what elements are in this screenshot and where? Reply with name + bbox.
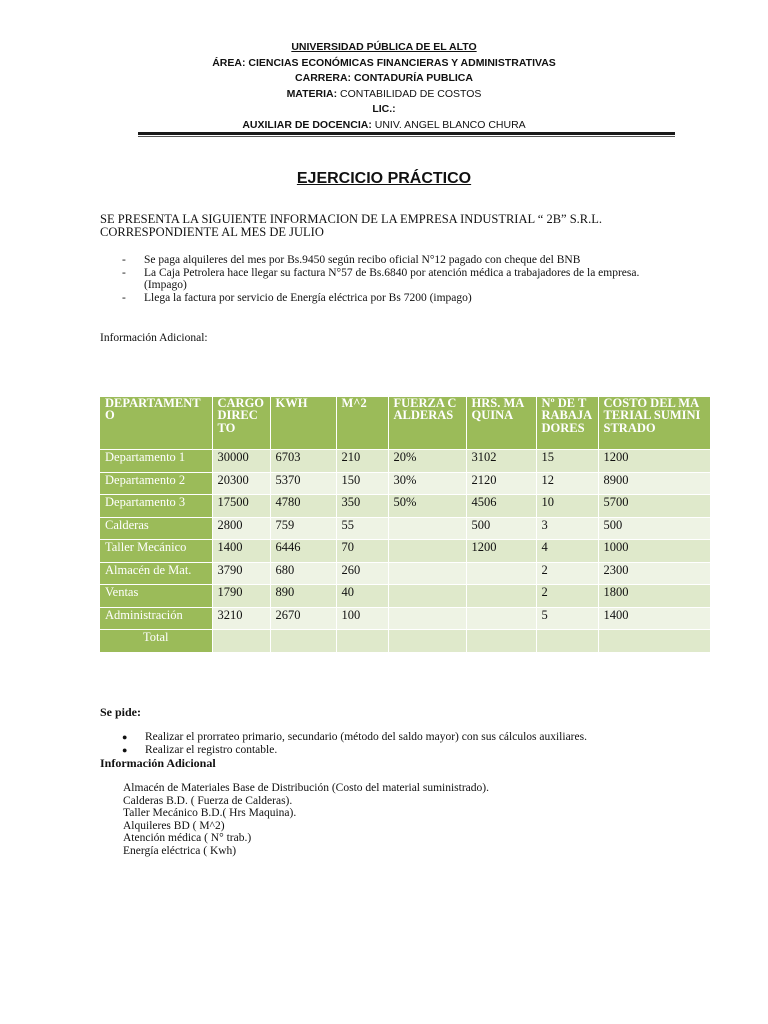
table-cell: 2300 (598, 562, 710, 585)
table-cell: 30000 (212, 450, 270, 473)
table-cell: 17500 (212, 495, 270, 518)
table-cell: 70 (336, 540, 388, 563)
table-cell: 260 (336, 562, 388, 585)
table-cell (466, 562, 536, 585)
table-cell (598, 630, 710, 652)
list-item (100, 731, 587, 744)
table-cell: 4506 (466, 495, 536, 518)
distribution-bases (123, 782, 489, 858)
document-header (0, 40, 768, 134)
list-item (100, 254, 660, 267)
table-cell (388, 562, 466, 585)
table-cell: 350 (336, 495, 388, 518)
list-item (100, 744, 587, 757)
info-label: Información Adicional: (100, 332, 208, 344)
column-header: COSTO DEL MATERIAL SUMINISTRADO (598, 397, 710, 450)
table-row (100, 495, 710, 518)
table-cell: 40 (336, 585, 388, 608)
table-cell (388, 517, 466, 540)
table-cell: 8900 (598, 472, 710, 495)
table-cell (466, 607, 536, 630)
exercise-title-text: EJERCICIO PRÁCTICO (296, 170, 472, 187)
table-cell: 210 (336, 450, 388, 473)
area-label: ÁREA: (212, 56, 246, 69)
base-item: Atención médica ( N° trab.) (123, 832, 252, 845)
column-header: M^2 (336, 397, 388, 450)
carrera-value: CONTADURÍA PUBLICA (353, 72, 473, 85)
table-cell (212, 630, 270, 652)
table-cell: 1400 (212, 540, 270, 563)
row-label: Departamento 3 (100, 495, 212, 518)
table-cell: 5 (536, 607, 598, 630)
table-cell: 500 (598, 517, 710, 540)
materia-value: CONTABILIDAD DE COSTOS (340, 87, 482, 100)
materia-line (0, 87, 768, 103)
table-cell: 2 (536, 585, 598, 608)
table-cell: 5370 (270, 472, 336, 495)
header-divider-thin (138, 136, 675, 137)
table-cell: 890 (270, 585, 336, 608)
table-cell (388, 607, 466, 630)
table-cell: 1200 (598, 450, 710, 473)
list-item-text: Llega la factura por servicio de Energía eléctrica por Bs 7200 (impago) (144, 291, 472, 304)
se-pide-label: Se pide: (100, 705, 142, 719)
lic-label: LIC.: (372, 103, 396, 116)
table-row (100, 607, 710, 630)
intro-text: SE PRESENTA LA SIGUIENTE INFORMACION DE LA EMPRESA INDUSTRIAL “ 2B” S.R.L. CORRESPONDIENTE AL MES DE JULIO (100, 212, 603, 239)
base-item: Alquileres BD ( M^2) (123, 819, 225, 832)
table-cell (466, 585, 536, 608)
area-line (0, 56, 768, 72)
table-cell: 55 (336, 517, 388, 540)
table-cell (388, 540, 466, 563)
base-item: Energía eléctrica ( Kwh) (123, 844, 237, 857)
table-cell: 3 (536, 517, 598, 540)
column-header: CARGO DIRECTO (212, 397, 270, 450)
table-cell: 20300 (212, 472, 270, 495)
dash-marker: - (122, 254, 126, 266)
table-cell (336, 630, 388, 652)
base-item: Taller Mecánico B.D.( Hrs Maquina). (123, 807, 297, 820)
bullet-marker: ● (122, 744, 128, 755)
row-label: Administración (100, 607, 212, 630)
dash-marker: - (122, 266, 126, 279)
table-cell: 1800 (598, 585, 710, 608)
row-label-total: Total (100, 630, 212, 652)
table-cell: 3790 (212, 562, 270, 585)
list-item (100, 267, 660, 292)
table-cell: 3210 (212, 607, 270, 630)
university-name: UNIVERSIDAD PÚBLICA DE EL ALTO (291, 41, 477, 53)
table-cell: 6703 (270, 450, 336, 473)
table-cell: 6446 (270, 540, 336, 563)
table-cell: 500 (466, 517, 536, 540)
table-cell: 680 (270, 562, 336, 585)
table-cell: 1790 (212, 585, 270, 608)
column-header: KWH (270, 397, 336, 450)
materia-label: MATERIA: (286, 87, 338, 100)
area-value: CIENCIAS ECONÓMICAS FINANCIERAS Y ADMINISTRATIVAS (248, 56, 556, 69)
table-cell: 5700 (598, 495, 710, 518)
total-row (100, 630, 710, 652)
auxiliar-label: AUXILIAR DE DOCENCIA: (242, 118, 372, 131)
table-cell (466, 630, 536, 652)
table-row (100, 540, 710, 563)
dash-marker: - (122, 291, 126, 304)
table-cell (270, 630, 336, 652)
row-label: Almacén de Mat. (100, 562, 212, 585)
table-row (100, 517, 710, 540)
carrera-line (0, 71, 768, 87)
row-label: Departamento 2 (100, 472, 212, 495)
lic-line (0, 102, 768, 118)
table-cell (388, 585, 466, 608)
table-cell: 1200 (466, 540, 536, 563)
tasks-list (100, 731, 587, 756)
row-label: Departamento 1 (100, 450, 212, 473)
column-header: Nº DE TRABAJADORES (536, 397, 598, 450)
list-item-text: La Caja Petrolera hace llegar su factura N°57 de Bs.6840 por atención médica a trabajadores de la empresa. (Impago) (144, 266, 640, 292)
table-row (100, 472, 710, 495)
base-item: Almacén de Materiales Base de Distribución (Costo del material suministrado). (123, 782, 489, 794)
list-item-text: Realizar el prorrateo primario, secundario (método del saldo mayor) con sus cálculos auxiliares. (145, 731, 587, 743)
list-item-text: Se paga alquileres del mes por Bs.9450 según recibo oficial N°12 pagado con cheque del BNB (144, 254, 581, 266)
table-cell: 2670 (270, 607, 336, 630)
carrera-label: CARRERA: (295, 72, 352, 85)
table-cell: 4780 (270, 495, 336, 518)
table-cell: 759 (270, 517, 336, 540)
table-cell: 2 (536, 562, 598, 585)
table-cell: 30% (388, 472, 466, 495)
transactions-list (100, 254, 660, 304)
column-header: HRS. MAQUINA (466, 397, 536, 450)
table-cell: 100 (336, 607, 388, 630)
table-row (100, 450, 710, 473)
cost-table (100, 397, 711, 652)
table-cell (388, 630, 466, 652)
column-header: DEPARTAMENTO (100, 397, 212, 450)
list-item-text: Realizar el registro contable. (145, 743, 278, 756)
table-header-row (100, 397, 710, 450)
row-label: Calderas (100, 517, 212, 540)
table-cell: 4 (536, 540, 598, 563)
table-cell: 15 (536, 450, 598, 473)
table-cell: 150 (336, 472, 388, 495)
table-cell: 2800 (212, 517, 270, 540)
list-item (100, 292, 660, 305)
table-cell: 20% (388, 450, 466, 473)
table-cell: 50% (388, 495, 466, 518)
table-cell: 2120 (466, 472, 536, 495)
table-cell: 12 (536, 472, 598, 495)
table-cell: 1000 (598, 540, 710, 563)
exercise-title (0, 170, 768, 188)
table-cell: 3102 (466, 450, 536, 473)
table-cell: 1400 (598, 607, 710, 630)
header-divider (138, 132, 675, 135)
info-adicional-heading: Información Adicional (100, 756, 216, 770)
row-label: Taller Mecánico (100, 540, 212, 563)
table-row (100, 562, 710, 585)
row-label: Ventas (100, 585, 212, 608)
bullet-marker: ● (122, 732, 128, 742)
base-item: Calderas B.D. ( Fuerza de Calderas). (123, 794, 293, 807)
table-cell: 10 (536, 495, 598, 518)
table-cell (536, 630, 598, 652)
table-row (100, 585, 710, 608)
auxiliar-value: UNIV. ANGEL BLANCO CHURA (374, 118, 526, 131)
column-header: FUERZA CALDERAS (388, 397, 466, 450)
